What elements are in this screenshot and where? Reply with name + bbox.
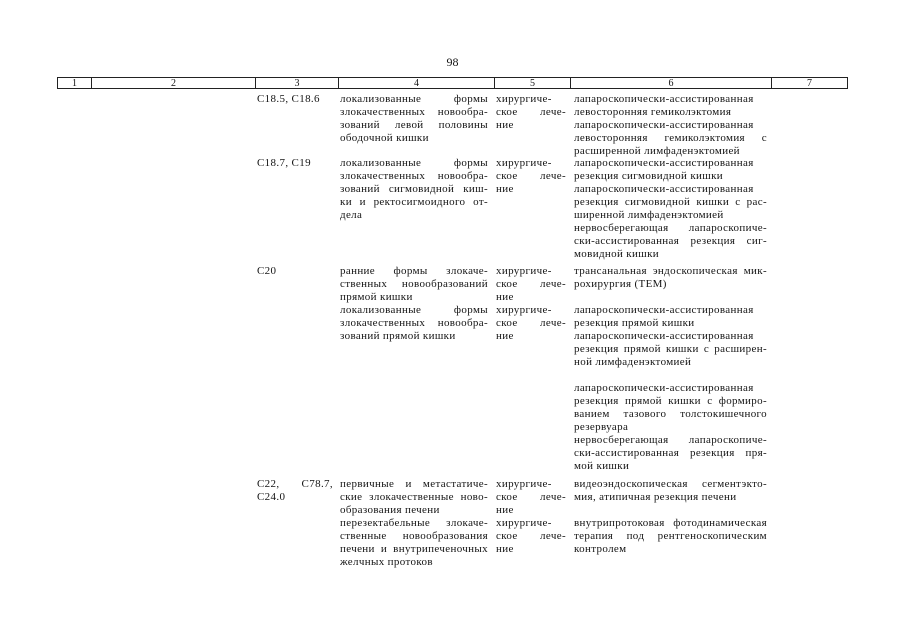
text-line: ранние формы злокаче- — [340, 265, 488, 277]
diagnosis-text — [340, 265, 488, 304]
text-line: резекция сигмовидной кишки — [574, 170, 724, 182]
icd-code — [257, 265, 333, 278]
text-line: C20 — [257, 265, 277, 277]
text-line: зований левой половины — [340, 119, 488, 131]
treatment-method-text — [574, 265, 767, 291]
text-line: образования печени — [340, 504, 440, 516]
text-line: злокачественных новообра- — [340, 317, 488, 329]
text-line: нервосберегающая лапароскопиче- — [574, 434, 767, 446]
treatment-method-text — [574, 119, 767, 158]
text-line: прямой кишки — [340, 291, 413, 303]
treatment-type-cell — [496, 157, 566, 196]
text-line: резекция прямой кишки с расширен- — [574, 343, 767, 355]
text-line: перезектабельные злокаче- — [340, 517, 488, 529]
text-line: желчных протоков — [340, 556, 433, 568]
text-line: локализованные формы — [340, 304, 488, 316]
text-line: злокачественных новообра- — [340, 170, 488, 182]
text-line: терапия под рентгеноскопическим — [574, 530, 767, 542]
text-line: ние — [496, 291, 514, 303]
text-line: лапароскопически-ассистированная — [574, 119, 754, 131]
text-line: видеоэндоскопическая сегментэкто- — [574, 478, 767, 490]
text-line: лапароскопически-ассистированная — [574, 183, 754, 195]
text-line: резекция прямой кишки с формиро- — [574, 395, 767, 407]
icd-code — [257, 93, 333, 106]
treatment-method-cell — [574, 157, 767, 261]
text-line: левосторонняя гемиколэктомия — [574, 106, 732, 118]
text-line: левосторонняя гемиколэктомия с — [574, 132, 767, 144]
text-line: ние — [496, 543, 514, 555]
treatment-method-text — [574, 157, 767, 183]
text-line: внутрипротоковая фотодинамическая — [574, 517, 767, 529]
text-line: ски-ассистированная резекция сиг- — [574, 235, 767, 247]
column-number-3: 3 — [255, 78, 338, 89]
text-line: хирургиче- — [496, 517, 552, 529]
table-row — [0, 157, 905, 260]
diagnosis-text — [340, 304, 488, 343]
table-header-row — [57, 77, 848, 89]
text-line: хирургиче- — [496, 93, 552, 105]
text-line: резекция сигмовидной кишки с рас- — [574, 196, 767, 208]
icd-code — [257, 157, 333, 170]
text-line: ское лече- — [496, 491, 566, 503]
text-line: лапароскопически-ассистированная — [574, 157, 754, 169]
text-line: ское лече- — [496, 317, 566, 329]
treatment-method-text — [574, 222, 767, 261]
treatment-method-cell — [574, 478, 767, 556]
text-line: ски-ассистированная резекция пря- — [574, 447, 767, 459]
text-line: резервуара — [574, 421, 629, 433]
text-line: ние — [496, 504, 514, 516]
treatment-type-text — [496, 304, 566, 343]
text-line: лапароскопически-ассистированная — [574, 382, 754, 394]
treatment-method-text — [574, 330, 767, 369]
text-line: печени и внутрипеченочных — [340, 543, 488, 555]
table-row — [0, 478, 905, 568]
text-line: ственных новообразований — [340, 278, 488, 290]
treatment-method-text — [574, 434, 767, 473]
text-line: ственные новообразования — [340, 530, 488, 542]
treatment-type-text — [496, 157, 566, 196]
text-line: ние — [496, 119, 514, 131]
text-line: ские злокачественные ново- — [340, 491, 488, 503]
column-number-4: 4 — [338, 78, 494, 89]
table-row — [0, 93, 905, 157]
text-line: ние — [496, 330, 514, 342]
treatment-method-text — [574, 478, 767, 504]
text-line: ское лече- — [496, 106, 566, 118]
text-line: ское лече- — [496, 530, 566, 542]
treatment-method-cell — [574, 265, 767, 473]
text-line: ширенной лимфаденэктомией — [574, 209, 724, 221]
text-line: C22, C78.7, — [257, 478, 333, 490]
text-line: дела — [340, 209, 363, 221]
text-line: хирургиче- — [496, 157, 552, 169]
text-line: ной лимфаденэктомией — [574, 356, 692, 368]
treatment-method-text — [574, 517, 767, 556]
diagnosis-text — [340, 517, 488, 569]
text-line: нервосберегающая лапароскопиче- — [574, 222, 767, 234]
diagnosis-text — [340, 157, 488, 222]
text-line: хирургиче- — [496, 304, 552, 316]
diagnosis-cell — [340, 265, 488, 343]
text-line: лапароскопически-ассистированная — [574, 330, 754, 342]
text-line: контролем — [574, 543, 627, 555]
text-line: ванием тазового толстокишечного — [574, 408, 767, 420]
treatment-method-text — [574, 382, 767, 434]
text-line: ободочной кишки — [340, 132, 429, 144]
text-line: злокачественных новообра- — [340, 106, 488, 118]
diagnosis-cell — [340, 478, 488, 569]
column-number-2: 2 — [91, 78, 255, 89]
text-line: хирургиче- — [496, 478, 552, 490]
treatment-type-text — [496, 93, 566, 132]
icd-code-cell — [257, 265, 333, 278]
diagnosis-cell — [340, 157, 488, 222]
text-line: мия, атипичная резекция печени — [574, 491, 737, 503]
text-line: C24.0 — [257, 491, 286, 503]
text-line: зований прямой кишки — [340, 330, 456, 342]
text-line: мой кишки — [574, 460, 630, 472]
treatment-method-text — [574, 93, 767, 119]
diagnosis-cell — [340, 93, 488, 145]
text-line: резекция прямой кишки — [574, 317, 695, 329]
treatment-type-cell — [496, 93, 566, 132]
column-number-6: 6 — [570, 78, 771, 89]
page-number: 98 — [446, 55, 459, 69]
text-line: зований сигмовидной киш- — [340, 183, 488, 195]
text-line: ское лече- — [496, 278, 566, 290]
text-line: локализованные формы — [340, 157, 488, 169]
text-line: C18.7, C19 — [257, 157, 311, 169]
text-line: мовидной кишки — [574, 248, 659, 260]
text-line: ское лече- — [496, 170, 566, 182]
text-line: лапароскопически-ассистированная — [574, 304, 754, 316]
column-number-5: 5 — [494, 78, 570, 89]
text-line: ние — [496, 183, 514, 195]
text-line: ки и ректосигмоидного от- — [340, 196, 488, 208]
treatment-method-cell — [574, 93, 767, 158]
treatment-type-cell — [496, 265, 566, 343]
column-number-1: 1 — [57, 78, 91, 89]
text-line: расширенной лимфаденэктомией — [574, 145, 740, 157]
treatment-type-text — [496, 478, 566, 517]
table-row — [0, 265, 905, 472]
text-line: C18.5, C18.6 — [257, 93, 320, 105]
text-line: рохирургия (ТЕМ) — [574, 278, 667, 290]
treatment-method-text — [574, 304, 767, 330]
text-line: трансанальная эндоскопическая мик- — [574, 265, 767, 277]
treatment-type-cell — [496, 478, 566, 556]
diagnosis-text — [340, 93, 488, 145]
icd-code — [257, 478, 333, 504]
diagnosis-text — [340, 478, 488, 517]
text-line: первичные и метастатиче- — [340, 478, 488, 490]
text-line: хирургиче- — [496, 265, 552, 277]
text-line: локализованные формы — [340, 93, 488, 105]
text-line: лапароскопически-ассистированная — [574, 93, 754, 105]
column-number-7: 7 — [771, 78, 848, 89]
treatment-type-text — [496, 265, 566, 304]
icd-code-cell — [257, 478, 333, 504]
treatment-type-text — [496, 517, 566, 556]
icd-code-cell — [257, 93, 333, 106]
treatment-method-text — [574, 183, 767, 222]
icd-code-cell — [257, 157, 333, 170]
